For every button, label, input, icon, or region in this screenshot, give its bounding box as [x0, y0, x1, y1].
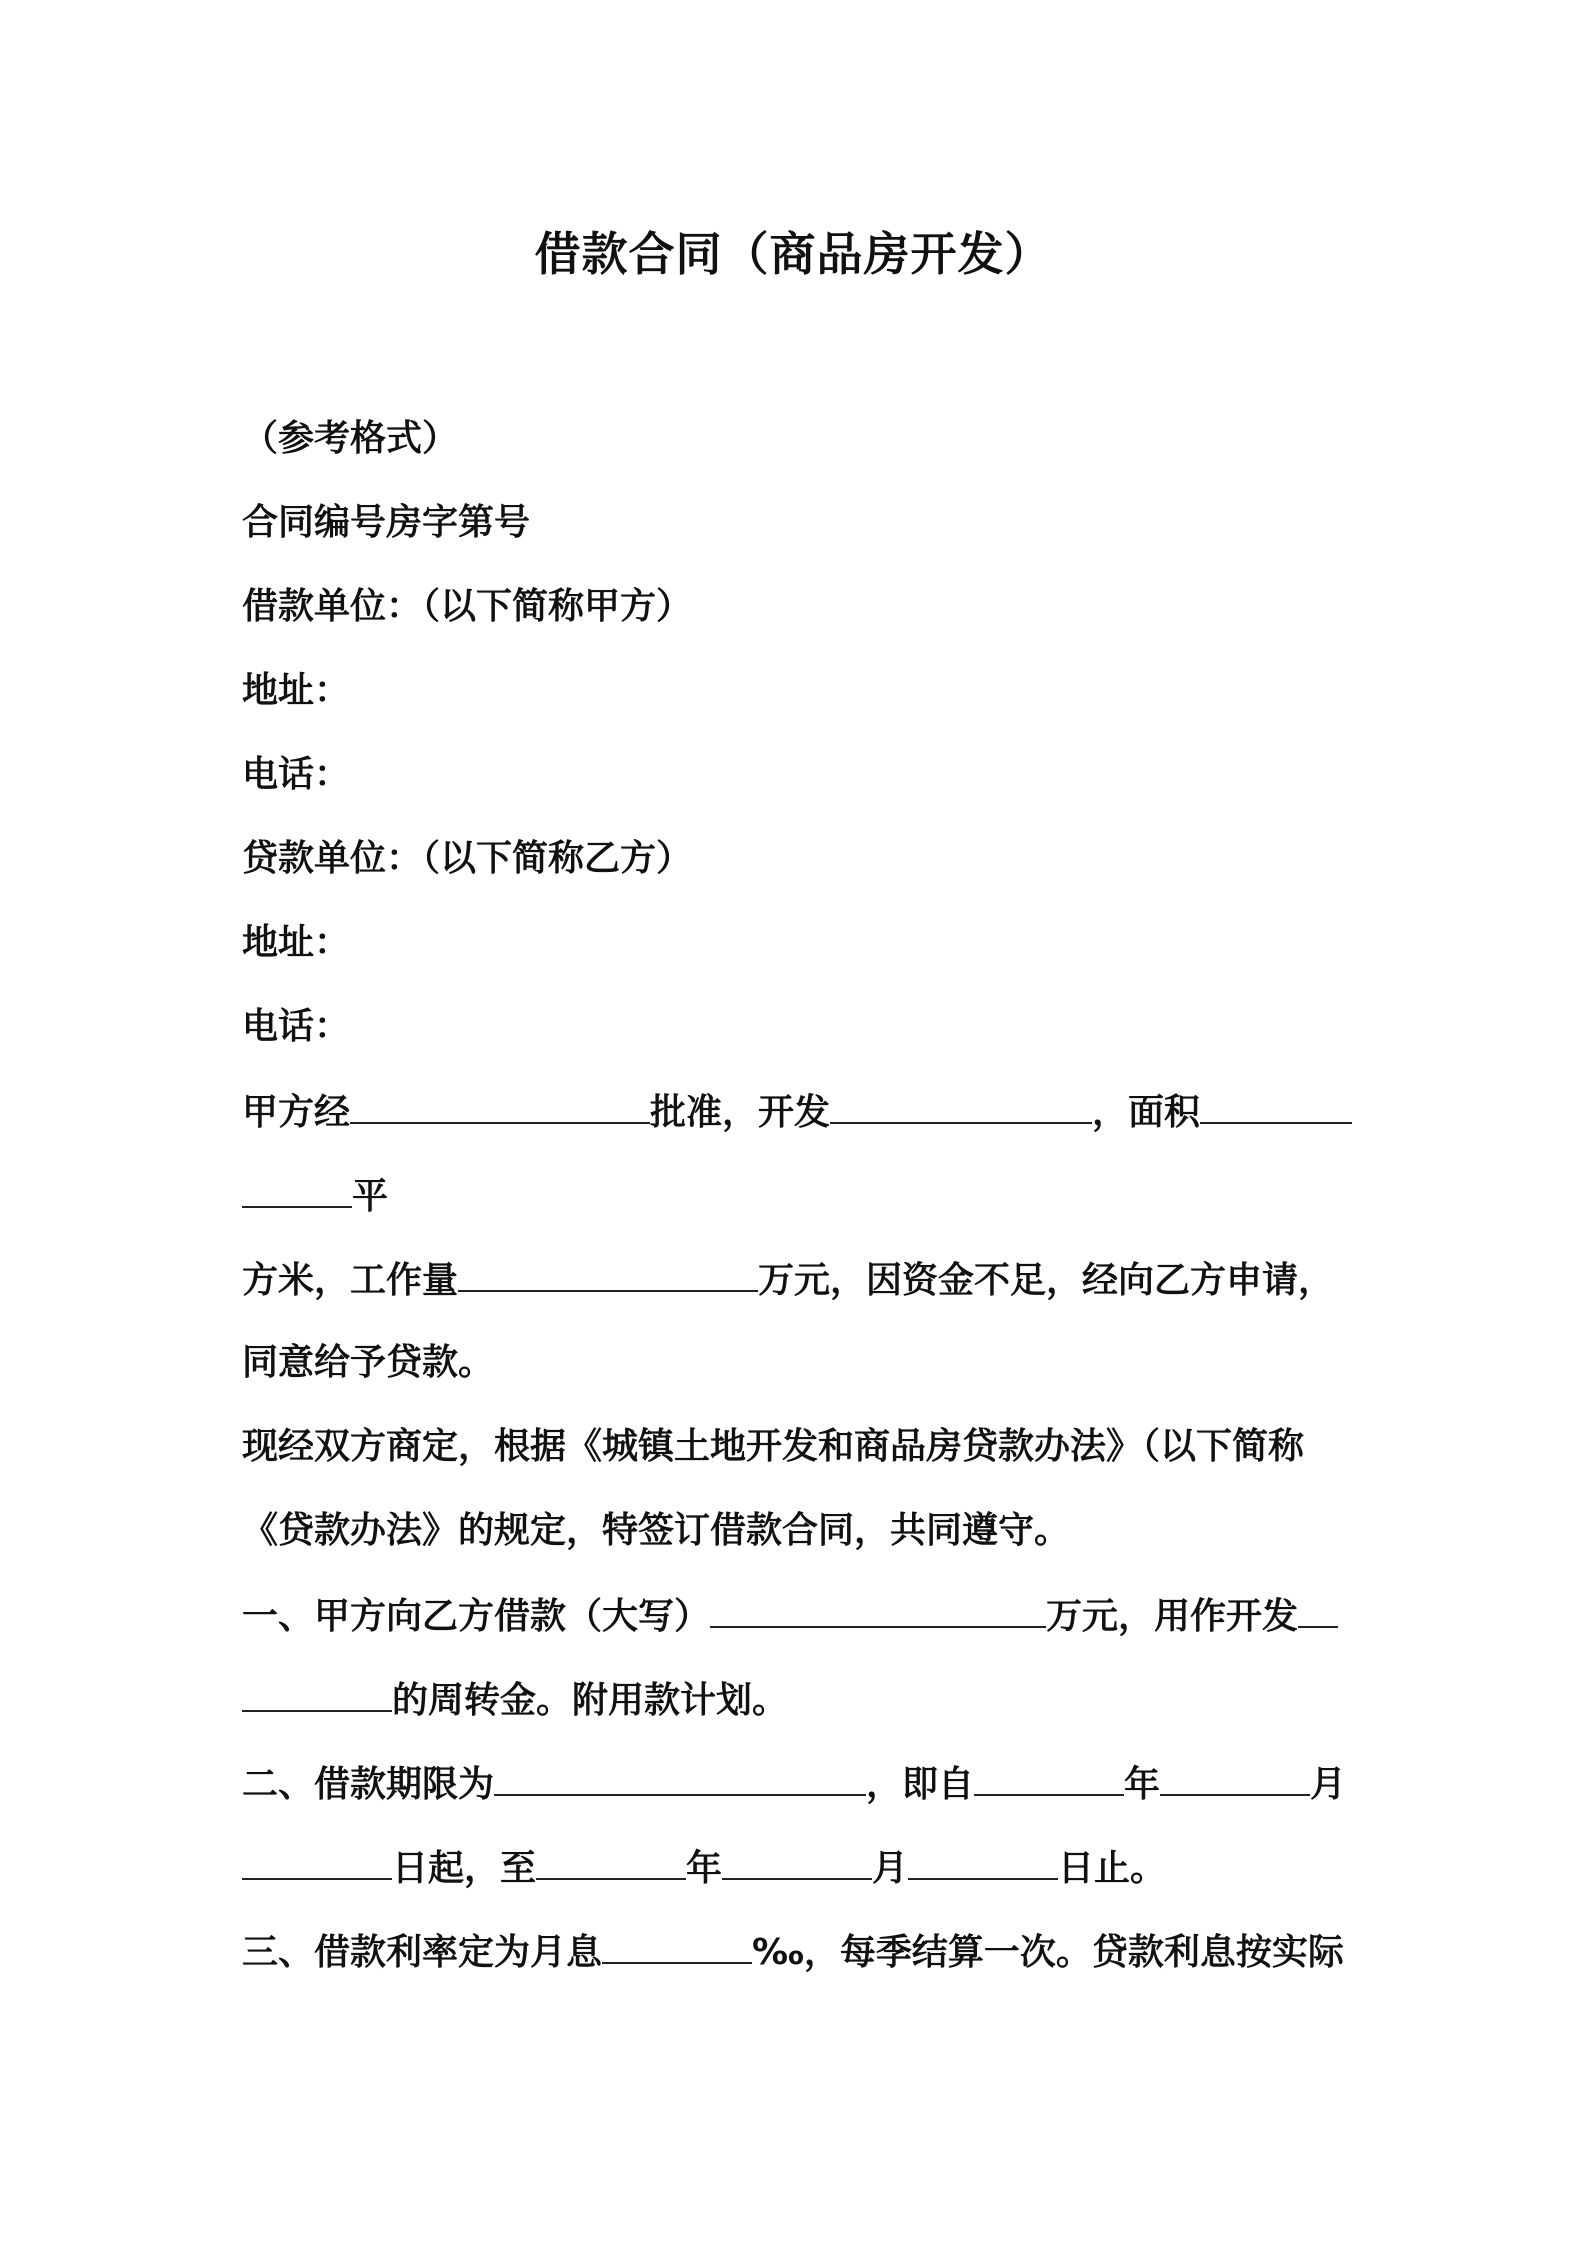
- clause-1-text-turnover: 的周转金。附用款计划。: [392, 1680, 789, 1721]
- intro-line-2: [242, 1170, 1362, 1222]
- clause-3-text-rate: 三、借款利率定为月息: [242, 1932, 603, 1973]
- party-a-label: 借款单位：（以下简称甲方）: [242, 586, 693, 627]
- blank-approver[interactable]: [350, 1086, 650, 1124]
- intro-text-workload: 方米，工作量: [242, 1260, 459, 1301]
- blank-project[interactable]: [830, 1086, 1092, 1124]
- clause-1-text-purpose: 万元，用作开发: [1046, 1596, 1299, 1637]
- clause-2-text-year: 年: [1124, 1764, 1161, 1805]
- party-a-phone: 电话：: [242, 754, 351, 795]
- blank-purpose[interactable]: [1298, 1590, 1338, 1628]
- intro-line-1: [242, 1086, 1362, 1138]
- blank-from-day[interactable]: [242, 1842, 392, 1880]
- clause-2-text-year-2: 年: [686, 1848, 723, 1889]
- clause-2-text-end: 日止。: [1058, 1848, 1167, 1889]
- blank-workload[interactable]: [458, 1254, 758, 1292]
- intro-line-5: 现经双方商定，根据《城镇土地开发和商品房贷款办法》（以下简称: [242, 1426, 1305, 1467]
- subtitle: （参考格式）: [242, 418, 459, 459]
- blank-to-year[interactable]: [536, 1842, 686, 1880]
- clause-2-text-from: ，即自: [866, 1764, 975, 1805]
- intro-line-3: [242, 1254, 1362, 1306]
- party-b-address: 地址：: [242, 922, 351, 963]
- page-title: 借款合同（商品房开发）: [534, 227, 1052, 281]
- clause-2-text-term: 二、借款期限为: [242, 1764, 495, 1805]
- intro-text-area: ，面积: [1092, 1092, 1201, 1133]
- blank-purpose-cont[interactable]: [242, 1674, 392, 1712]
- intro-text-approved-by: 甲方经: [242, 1092, 351, 1133]
- intro-line-6: 《贷款办法》的规定，特签订借款合同，共同遵守。: [242, 1510, 1071, 1551]
- clause-3-line-1: [242, 1926, 1362, 1978]
- blank-loan-amount[interactable]: [710, 1590, 1046, 1628]
- contract-number: 合同编号房字第号: [242, 502, 531, 543]
- party-b-label: 贷款单位：（以下简称乙方）: [242, 838, 693, 879]
- blank-to-day[interactable]: [908, 1842, 1058, 1880]
- blank-to-month[interactable]: [722, 1842, 872, 1880]
- intro-line-4: 同意给予贷款。: [242, 1342, 495, 1383]
- clause-2-text-month-2: 月: [872, 1848, 909, 1889]
- intro-text-ping: 平: [352, 1176, 389, 1217]
- clause-2-line-2: [242, 1842, 1362, 1894]
- blank-area[interactable]: [1200, 1086, 1352, 1124]
- clause-1-line-1: [242, 1590, 1362, 1642]
- party-b-phone: 电话：: [242, 1006, 351, 1047]
- blank-interest-rate[interactable]: [602, 1926, 752, 1964]
- intro-text-apply: 万元，因资金不足，经向乙方申请，: [758, 1260, 1335, 1301]
- clause-1-text-amount: 一、甲方向乙方借款（大写）: [242, 1596, 711, 1637]
- blank-from-month[interactable]: [1160, 1758, 1310, 1796]
- clause-2-line-1: [242, 1758, 1362, 1810]
- blank-from-year[interactable]: [974, 1758, 1124, 1796]
- blank-term[interactable]: [494, 1758, 866, 1796]
- clause-2-text-to: 日起，至: [392, 1848, 537, 1889]
- blank-area-cont[interactable]: [242, 1170, 352, 1208]
- party-a-address: 地址：: [242, 670, 351, 711]
- clause-1-line-2: [242, 1674, 1362, 1726]
- clause-3-text-settlement: ‰，每季结算一次。贷款利息按实际: [752, 1932, 1344, 1973]
- intro-text-develop: 批准，开发: [650, 1092, 831, 1133]
- clause-2-text-month: 月: [1310, 1764, 1347, 1805]
